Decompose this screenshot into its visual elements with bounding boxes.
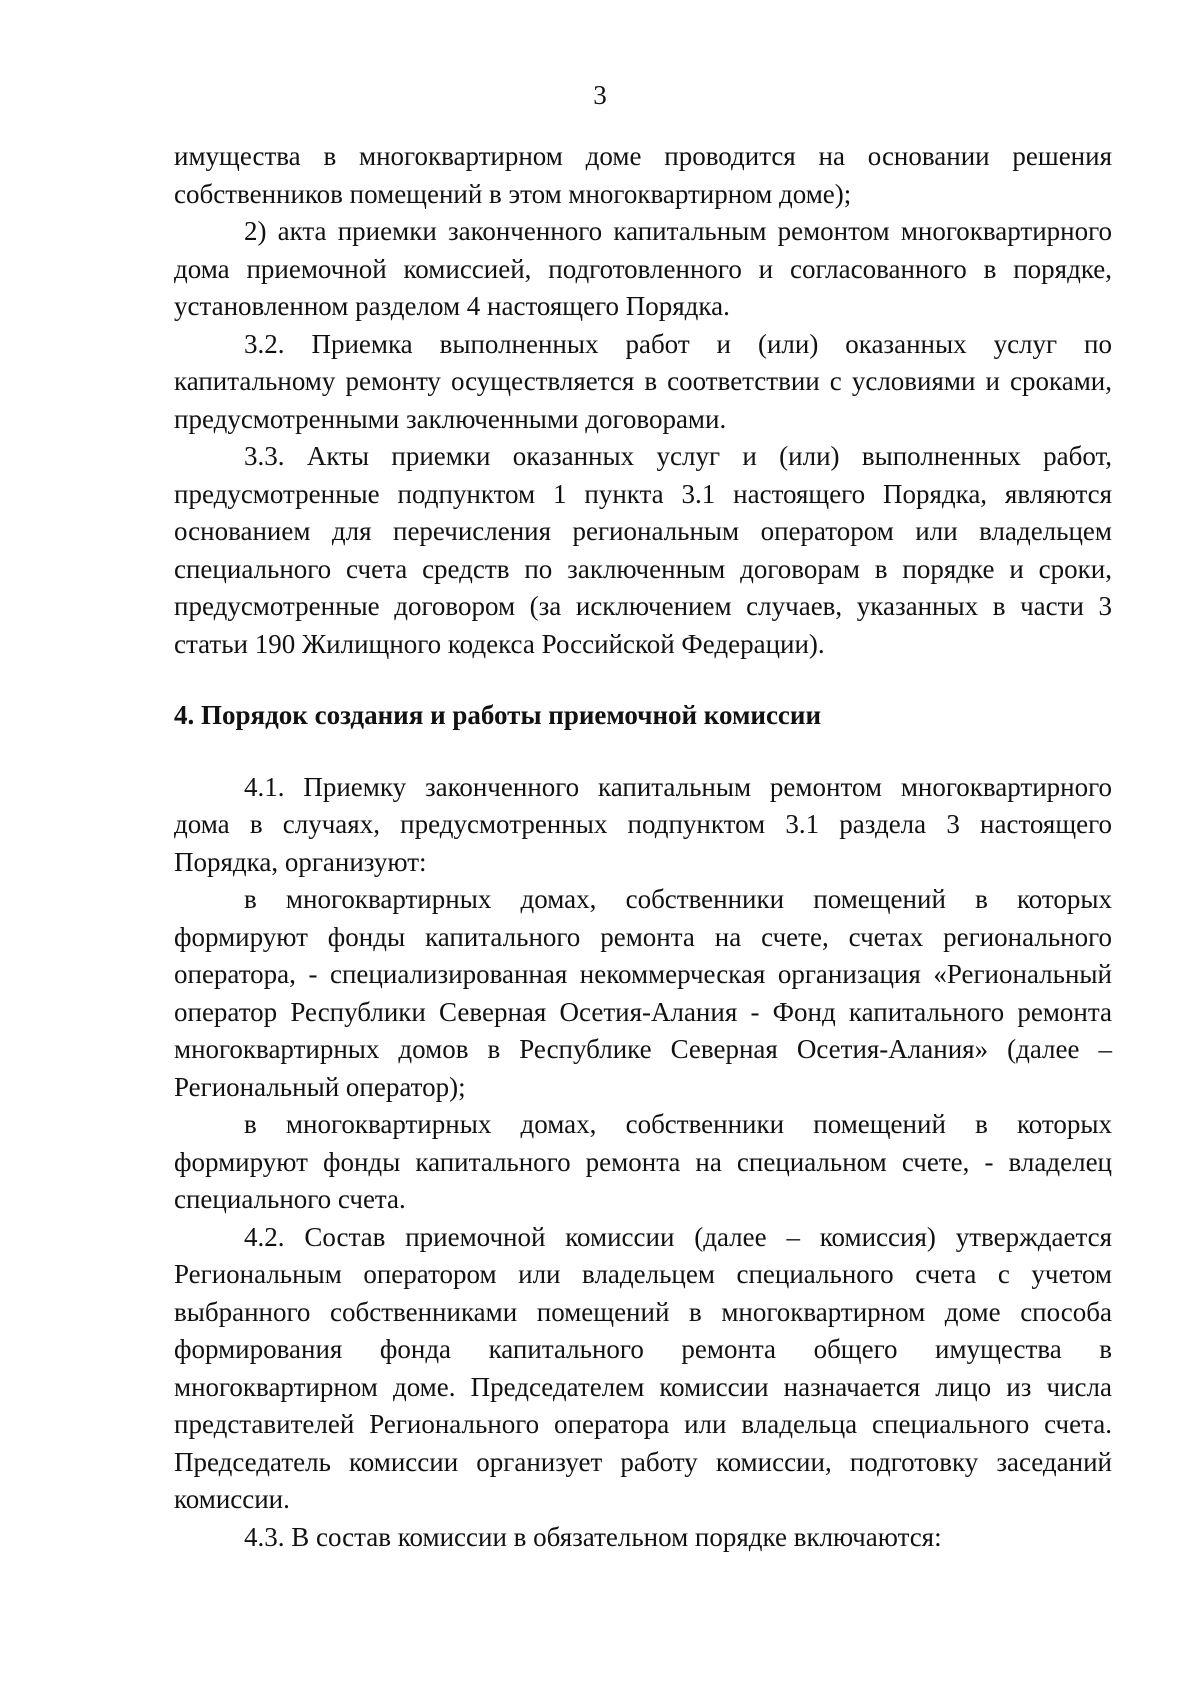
document-body — [174, 138, 1112, 1556]
paragraph-4-1: 4.1. Приемку законченного капитальным ремонтом многоквартирного дома в случаях, предусмотренных подпунктом 3.1 раздела 3 настоящего Порядка, организуют: — [174, 771, 1112, 877]
paragraph-regional-operator: в многоквартирных домах, собственники помещений в которых формируют фонды капитального ремонта на счете, счетах регионального оператора, - специализированная некоммерческая организация «Региональный оператор Республики Северная Осетия-Алания - Фонд капитального ремонта многоквартирных домов в Республике Северная Осетия-Алания» (далее – Региональный оператор); — [174, 884, 1112, 1102]
paragraph-3-2: 3.2. Приемка выполненных работ и (или) оказанных услуг по капитальному ремонту осуществляется в соответствии с условиями и сроками, предусмотренными заключенными договорами. — [174, 328, 1112, 434]
page-number: 3 — [593, 80, 607, 110]
paragraph-4-3: 4.3. В состав комиссии в обязательном порядке включаются: — [244, 1521, 942, 1552]
paragraph-item-2: 2) акта приемки законченного капитальным ремонтом многоквартирного дома приемочной комиссией, подготовленного и согласованного в порядке, установленном разделом 4 настоящего Порядка. — [174, 216, 1112, 321]
section-heading: 4. Порядок создания и работы приемочной комиссии — [174, 700, 822, 730]
paragraph-special-account-owner: в многоквартирных домах, собственники помещений в которых формируют фонды капитального ремонта на специальном счете, - владелец специального счета. — [174, 1109, 1112, 1214]
paragraph-3-3: 3.3. Акты приемки оказанных услуг и (или) выполненных работ, предусмотренные подпунктом 1 пункта 3.1 настоящего Порядка, являются основанием для перечисления региональным оператором или владельцем специального счета средств по заключенным договорам в порядке и сроки, предусмотренные договором (за исключением случаев, указанных в части 3 статьи 190 Жилищного кодекса Российской Федерации). — [174, 441, 1112, 659]
paragraph-4-2: 4.2. Состав приемочной комиссии (далее – комиссия) утверждается Региональным оператором или владельцем специального счета с учетом выбранного собственниками помещений в многоквартирном доме способа формирования фонда капитального ремонта общего имущества в многоквартирном доме. Председателем комиссии назначается лицо из числа представителей Регионального оператора или владельца специального счета. Председатель комиссии организует работу комиссии, подготовку заседаний комиссии. — [174, 1221, 1112, 1514]
paragraph-continuation: имущества в многоквартирном доме проводится на основании решения собственников помещений в этом многоквартирном доме); — [174, 141, 1112, 209]
